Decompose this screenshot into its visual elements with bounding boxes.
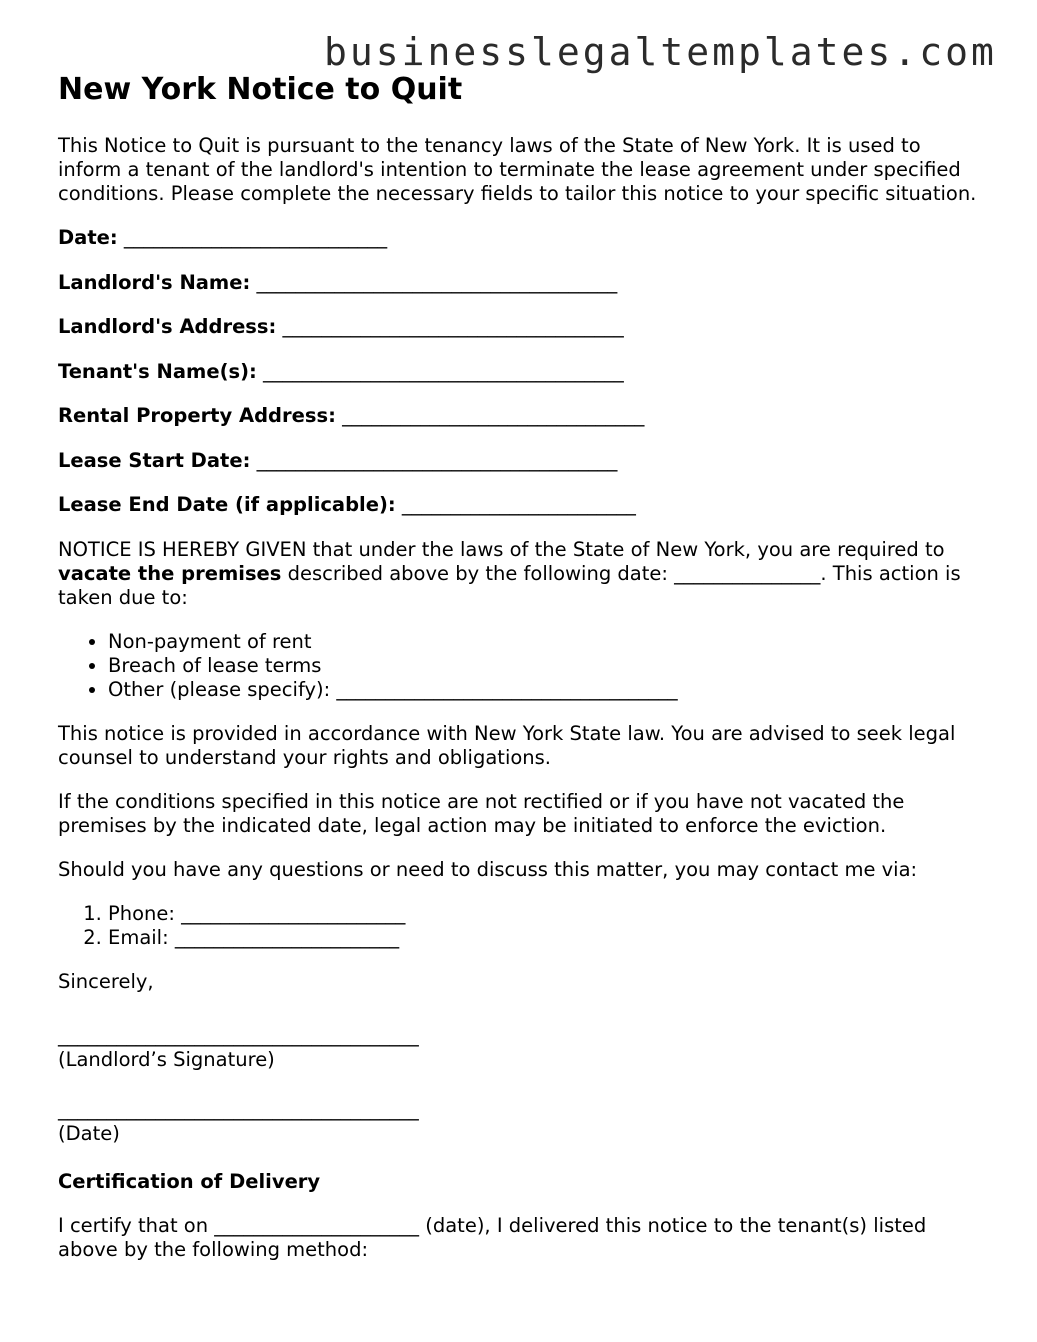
field-rental-property-address[interactable] [58, 404, 988, 428]
field-label: Landlord's Name: [58, 270, 251, 294]
list-item: • Breach of lease terms [108, 654, 988, 678]
contact-paragraph: Should you have any questions or need to discuss this matter, you may contact me via: [58, 857, 918, 881]
watermark: businesslegaltemplates.com [324, 30, 997, 74]
blank-line[interactable]: ________________________ [401, 493, 636, 516]
conditions-paragraph: If the conditions specified in this notice are not rectified or if you have not vacated the premises by the indicated date, legal action may be initiated to enforce the eviction. [58, 789, 905, 837]
reasons-list [58, 630, 988, 702]
blank-line[interactable]: _____________________________________ [256, 270, 618, 294]
list-item: • Non-payment of rent [108, 630, 988, 654]
blank-line[interactable]: _____________________________________ [256, 448, 618, 472]
field-landlord-name[interactable] [58, 271, 988, 295]
date-line[interactable]: _____________________________________ [58, 1097, 419, 1121]
date-caption: (Date) [58, 1121, 120, 1145]
field-label: Date: [58, 226, 118, 249]
signature-caption: (Landlord’s Signature) [58, 1047, 275, 1071]
field-label: Lease End Date (if applicable): [58, 493, 396, 516]
certification-heading: Certification of Delivery [58, 1169, 321, 1193]
blank-line[interactable]: _______________________________ [342, 404, 645, 427]
field-label: Rental Property Address: [58, 404, 336, 427]
notice-emphasis: vacate the premises [58, 561, 282, 585]
blank-line[interactable]: ___________________________ [123, 226, 388, 249]
list-item: • Other (please specify): ___________________________________ [108, 678, 988, 702]
field-label: Landlord's Address: [58, 315, 277, 338]
document-body [58, 72, 988, 1282]
blank-line[interactable]: _____________________________________ [263, 359, 624, 383]
notice-paragraph [58, 538, 988, 610]
field-label: Tenant's Name(s): [58, 359, 257, 383]
signature-line[interactable]: _____________________________________ [58, 1023, 419, 1047]
certification-paragraph: I certify that on _____________________ (date), I delivered this notice to the tenant(s) listed above by the following method: [58, 1213, 927, 1261]
form-fields [58, 226, 988, 517]
field-landlord-address[interactable] [58, 315, 988, 339]
notice-text-1: NOTICE IS HEREBY GIVEN that under the laws of the State of New York, you are required to [58, 537, 945, 561]
field-tenant-names[interactable] [58, 360, 988, 384]
field-date[interactable] [58, 226, 988, 250]
contact-list [58, 902, 988, 950]
field-label: Lease Start Date: [58, 448, 251, 472]
notice-text-2: described above by the following date: _______________. This action is taken due to: [58, 561, 961, 609]
contact-email[interactable]: 2. Email: _______________________ [108, 926, 988, 950]
field-lease-start-date[interactable] [58, 449, 988, 473]
closing: Sincerely, [58, 969, 154, 993]
intro-paragraph: This Notice to Quit is pursuant to the tenancy laws of the State of New York. It is used to inform a tenant of the landlord's intention to terminate the lease agreement under specified conditions. Please complete the necessary fields to tailor this notice to your specific situation. [58, 134, 977, 205]
blank-line[interactable]: ___________________________________ [282, 315, 624, 338]
document-title: New York Notice to Quit [58, 72, 463, 107]
law-paragraph: This notice is provided in accordance with New York State law. You are advised to seek legal counsel to understand your rights and obligations. [58, 721, 956, 769]
contact-phone[interactable]: 1. Phone: _______________________ [108, 902, 988, 926]
field-lease-end-date[interactable] [58, 493, 988, 517]
